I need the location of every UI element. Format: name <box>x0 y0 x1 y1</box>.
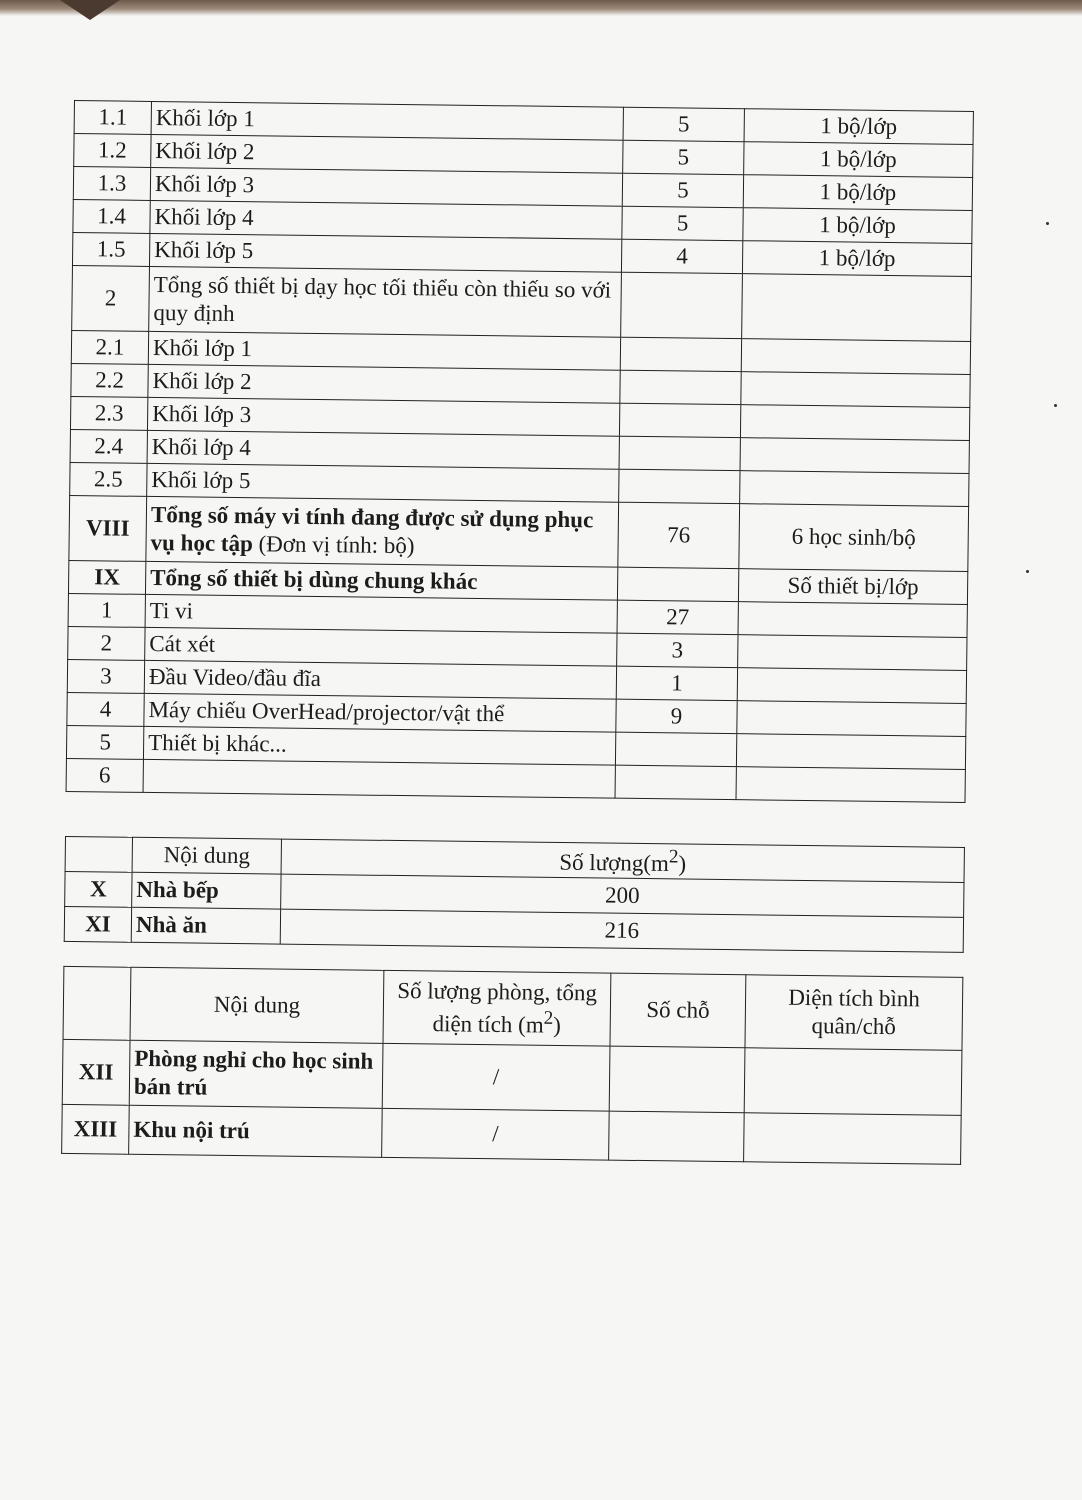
row-no: 4 <box>67 692 144 726</box>
header-content: Nội dung <box>132 837 281 874</box>
row-content: Thiết bị khác... <box>143 726 615 765</box>
row-content: Khối lớp 4 <box>150 200 622 239</box>
row-no: 1.2 <box>74 134 151 168</box>
row-content: Máy chiếu OverHead/projector/vật thể <box>144 693 616 732</box>
header-no <box>65 836 132 872</box>
row-no: XIII <box>62 1104 130 1154</box>
row-content-unit: (Đơn vị tính: bộ) <box>252 531 415 559</box>
row-qty: 3 <box>617 633 738 667</box>
row-unit <box>738 635 967 671</box>
row-unit: 1 bộ/lớp <box>743 175 972 211</box>
row-content-bold: Tổng số máy vi tính đang được sử dụng phục vụ học tập <box>150 502 594 557</box>
row-content: Nhà ăn <box>131 907 280 944</box>
row-content: Khối lớp 2 <box>148 364 620 403</box>
row-unit: 6 học sinh/bộ <box>739 504 969 572</box>
row-unit <box>736 767 965 803</box>
row-qty: 200 <box>281 874 964 917</box>
header-qty-end: ) <box>678 850 687 877</box>
row-qty: 27 <box>617 600 738 634</box>
speck <box>1026 570 1029 573</box>
row-no: 2.4 <box>70 429 147 463</box>
row-unit <box>740 471 969 507</box>
row-content: Khối lớp 5 <box>147 463 619 502</box>
row-qty <box>621 272 743 338</box>
row-unit <box>741 339 970 375</box>
header-seats: Số chỗ <box>610 973 746 1048</box>
header-qty-sup: 2 <box>668 846 679 868</box>
row-no: X <box>65 871 132 907</box>
table-row <box>69 495 969 571</box>
row-content: Khu nội trú <box>129 1105 383 1157</box>
row-qty: 5 <box>622 206 743 240</box>
row-seats <box>609 1111 745 1162</box>
row-no: XI <box>64 906 131 942</box>
row-qty <box>619 403 740 437</box>
row-rooms: / <box>382 1108 610 1160</box>
header-no <box>63 966 131 1040</box>
header-rooms-sup: 2 <box>543 1007 554 1029</box>
row-unit: 1 bộ/lớp <box>743 208 972 244</box>
row-qty <box>617 567 738 601</box>
row-content: Khối lớp 5 <box>149 233 621 272</box>
row-content: Khối lớp 4 <box>147 430 619 469</box>
row-no: 1.1 <box>74 101 151 135</box>
page-top-edge <box>0 0 1082 16</box>
header-avg: Diện tích bình quân/chỗ <box>745 975 963 1051</box>
row-qty <box>620 370 741 404</box>
row-no: 2.3 <box>70 396 147 430</box>
row-qty <box>619 469 740 503</box>
row-unit: 1 bộ/lớp <box>744 109 973 145</box>
row-no: VIII <box>69 495 147 561</box>
speck <box>1054 404 1057 407</box>
header-qty-text: Số lượng(m <box>559 849 670 876</box>
row-qty <box>615 765 736 799</box>
row-no: 2.2 <box>71 363 148 397</box>
kitchen-table <box>64 836 965 953</box>
row-qty: 5 <box>622 173 743 207</box>
row-qty: 1 <box>616 666 737 700</box>
row-no: 5 <box>66 725 143 759</box>
table-row <box>72 265 972 341</box>
table-row <box>62 1039 962 1115</box>
header-rooms <box>383 970 611 1046</box>
row-unit <box>742 274 972 342</box>
row-seats <box>609 1046 745 1113</box>
row-no: 2.1 <box>71 330 148 364</box>
row-qty: 5 <box>623 107 744 141</box>
row-no: 1 <box>68 593 145 627</box>
row-content: Khối lớp 3 <box>150 167 622 206</box>
row-qty: 76 <box>618 502 740 568</box>
header-rooms-end: ) <box>553 1012 562 1038</box>
row-qty: 5 <box>623 140 744 174</box>
row-unit: Số thiết bị/lớp <box>738 569 967 605</box>
row-content: Khối lớp 1 <box>151 101 623 140</box>
row-no: 1.5 <box>72 232 149 266</box>
row-no: XII <box>62 1039 130 1105</box>
row-no: 3 <box>67 659 144 693</box>
row-content: Khối lớp 2 <box>151 134 623 173</box>
row-unit <box>737 701 966 737</box>
row-no: 2.5 <box>70 462 147 496</box>
equipment-table <box>66 100 974 803</box>
row-avg <box>744 1113 962 1165</box>
row-rooms: / <box>382 1043 610 1111</box>
row-unit <box>740 438 969 474</box>
header-content: Nội dung <box>130 967 384 1043</box>
row-unit <box>741 372 970 408</box>
row-unit <box>740 405 969 441</box>
row-content: Đầu Video/đầu đĩa <box>144 660 616 699</box>
row-content: Nhà bếp <box>132 872 281 909</box>
row-unit <box>738 602 967 638</box>
row-content: Ti vi <box>145 594 617 633</box>
row-content <box>146 496 619 567</box>
header-rooms-text: Số lượng phòng, tổng diện tích (m <box>397 978 598 1038</box>
row-unit <box>737 668 966 704</box>
table-row <box>62 1104 962 1164</box>
document-page <box>61 100 974 1165</box>
boarding-table <box>61 966 963 1165</box>
speck <box>1046 222 1049 225</box>
row-qty: 216 <box>280 909 963 952</box>
row-content: Cát xét <box>145 627 617 666</box>
row-qty: 4 <box>621 239 742 273</box>
row-unit: 1 bộ/lớp <box>744 142 973 178</box>
row-qty <box>620 337 741 371</box>
row-no: 2 <box>72 265 150 331</box>
row-no: 1.4 <box>73 199 150 233</box>
row-no: 1.3 <box>73 167 150 201</box>
row-content: Tổng số thiết bị dạy học tối thiểu còn thiếu so với quy định <box>149 266 622 337</box>
row-content: Khối lớp 1 <box>148 331 620 370</box>
row-content: Phòng nghỉ cho học sinh bán trú <box>129 1040 383 1108</box>
row-content: Khối lớp 3 <box>147 397 619 436</box>
row-qty <box>615 732 736 766</box>
equipment-table-body <box>66 101 973 803</box>
row-qty: 9 <box>616 699 737 733</box>
row-no: IX <box>68 560 145 594</box>
row-unit <box>736 734 965 770</box>
row-qty <box>619 436 740 470</box>
row-no: 6 <box>66 758 143 792</box>
table-row <box>63 966 963 1050</box>
row-unit: 1 bộ/lớp <box>742 241 971 277</box>
row-content <box>143 759 615 798</box>
row-no: 2 <box>68 626 145 660</box>
row-avg <box>744 1048 962 1116</box>
row-content: Tổng số thiết bị dùng chung khác <box>145 561 617 600</box>
